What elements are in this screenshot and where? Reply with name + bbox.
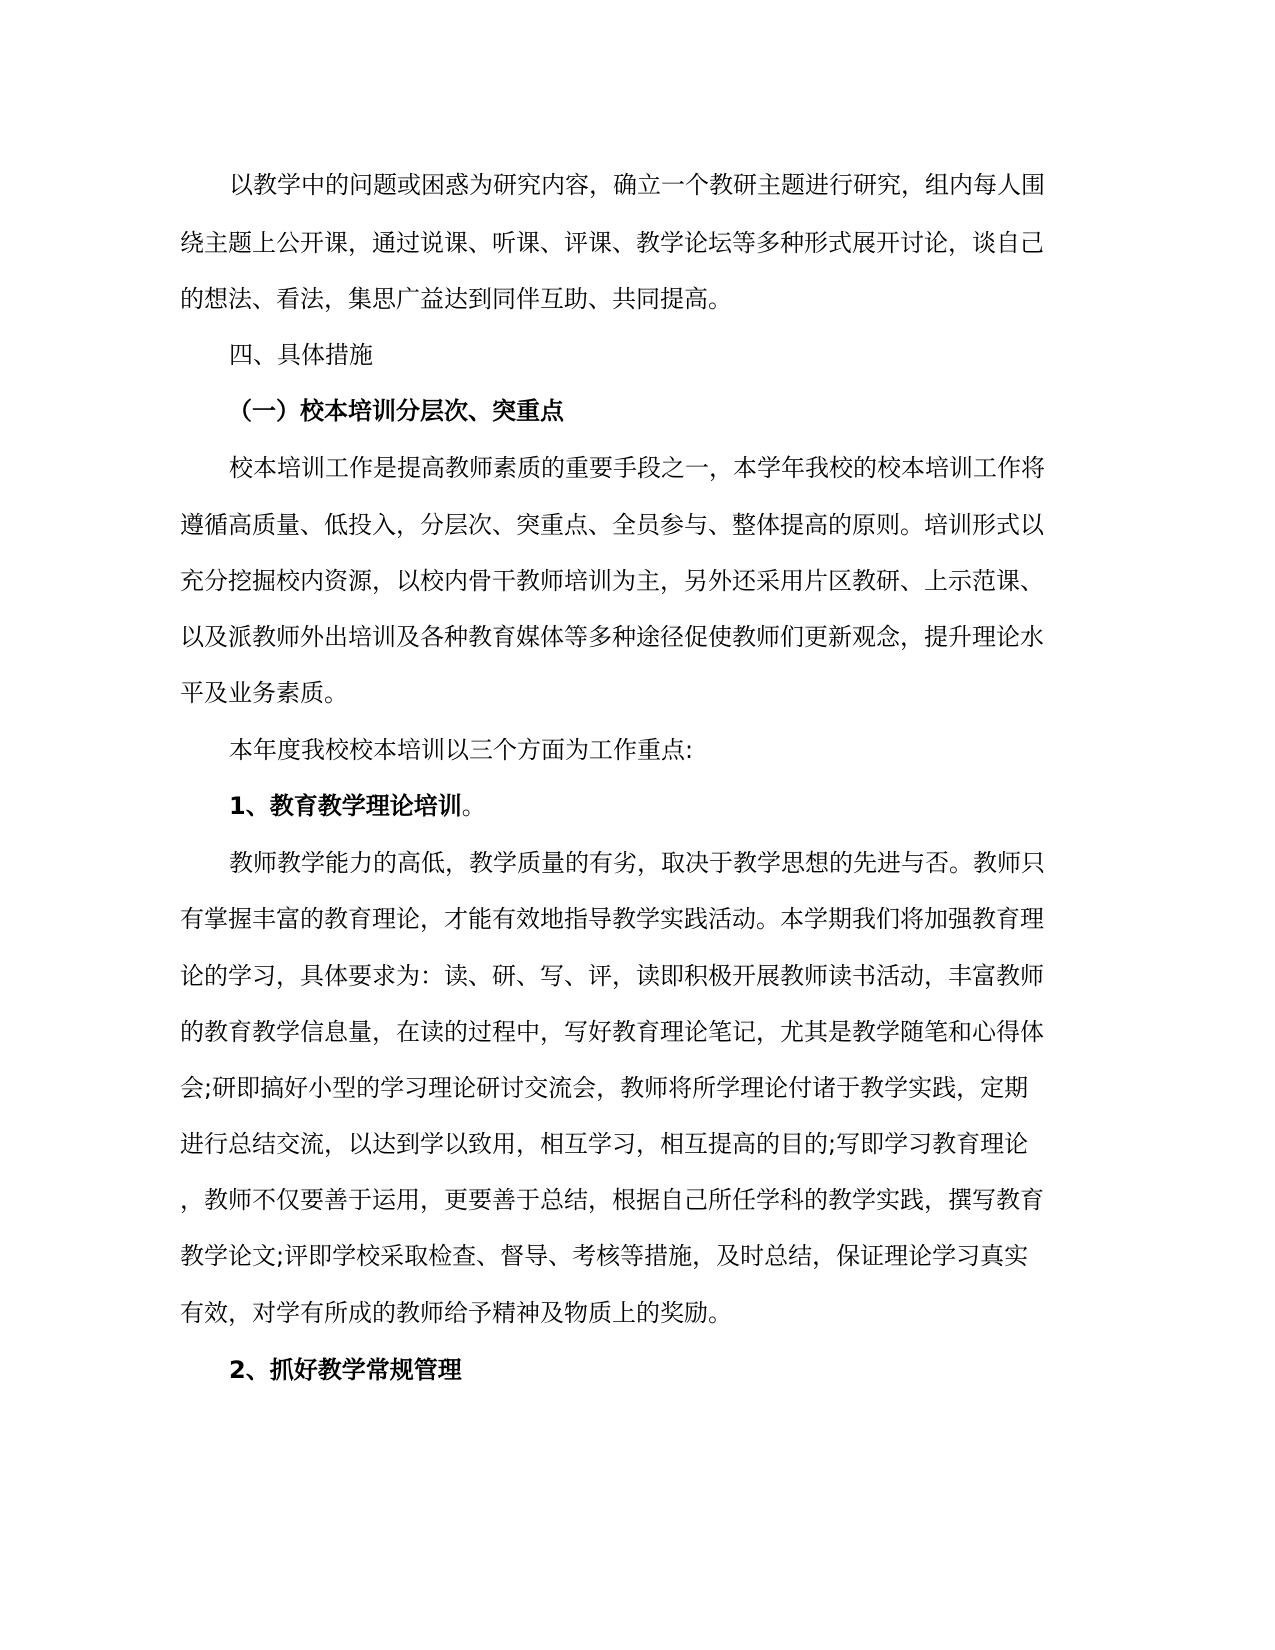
paragraph-line: 有效，对学有所成的教师给予精神及物质上的奖励。 [180, 1299, 732, 1327]
paragraph-line: 有掌握丰富的教育理论，才能有效地指导教学实践活动。本学期我们将加强教育理 [180, 905, 1044, 933]
paragraph-line: ，教师不仅要善于运用，更要善于总结，根据自己所任学科的教学实践，撰写教育 [180, 1186, 1044, 1214]
list-item-heading-text: 1、教育教学理论培训 [229, 792, 462, 820]
paragraph-line: 以教学中的问题或困惑为研究内容，确立一个教研主题进行研究，组内每人围 [229, 171, 1045, 199]
paragraph-line: 绕主题上公开课，通过说课、听课、评课、教学论坛等多种形式展开讨论，谈自己 [180, 229, 1044, 257]
paragraph-line: 会;研即搞好小型的学习理论研讨交流会，教师将所学理论付诸于教学实践，定期 [180, 1074, 1029, 1102]
paragraph-line: 论的学习，具体要求为：读、研、写、评，读即积极开展教师读书活动，丰富教师 [180, 962, 1044, 990]
paragraph-line: 本年度我校校本培训以三个方面为工作重点: [229, 736, 694, 764]
paragraph-line: 充分挖掘校内资源，以校内骨干教师培训为主，另外还采用片区教研、上示范课、 [180, 567, 1044, 595]
list-item-heading [229, 791, 486, 821]
paragraph-line: 进行总结交流，以达到学以致用，相互学习，相互提高的目的;写即学习教育理论 [180, 1130, 1029, 1158]
paragraph-line: 教师教学能力的高低，教学质量的有劣，取决于教学思想的先进与否。教师只 [229, 849, 1045, 877]
paragraph-line: 的教育教学信息量，在读的过程中，写好教育理论笔记，尤其是教学随笔和心得体 [180, 1018, 1044, 1046]
paragraph-line: 教学论文;评即学校采取检查、督导、考核等措施，及时总结，保证理论学习真实 [180, 1242, 1029, 1270]
list-item-heading: 2、抓好教学常规管理 [229, 1356, 462, 1384]
paragraph-line: 平及业务素质。 [180, 679, 348, 707]
section-heading: 四、具体措施 [229, 341, 373, 369]
paragraph-line: 校本培训工作是提高教师素质的重要手段之一，本学年我校的校本培训工作将 [229, 454, 1045, 482]
paragraph-line: 的想法、看法，集思广益达到同伴互助、共同提高。 [180, 285, 732, 313]
paragraph-line: 遵循高质量、低投入，分层次、突重点、全员参与、整体提高的原则。培训形式以 [180, 511, 1044, 539]
paragraph-line: 以及派教师外出培训及各种教育媒体等多种途径促使教师们更新观念，提升理论水 [180, 623, 1044, 651]
subsection-heading: （一）校本培训分层次、突重点 [228, 397, 564, 425]
list-item-heading-period: 。 [461, 792, 486, 820]
